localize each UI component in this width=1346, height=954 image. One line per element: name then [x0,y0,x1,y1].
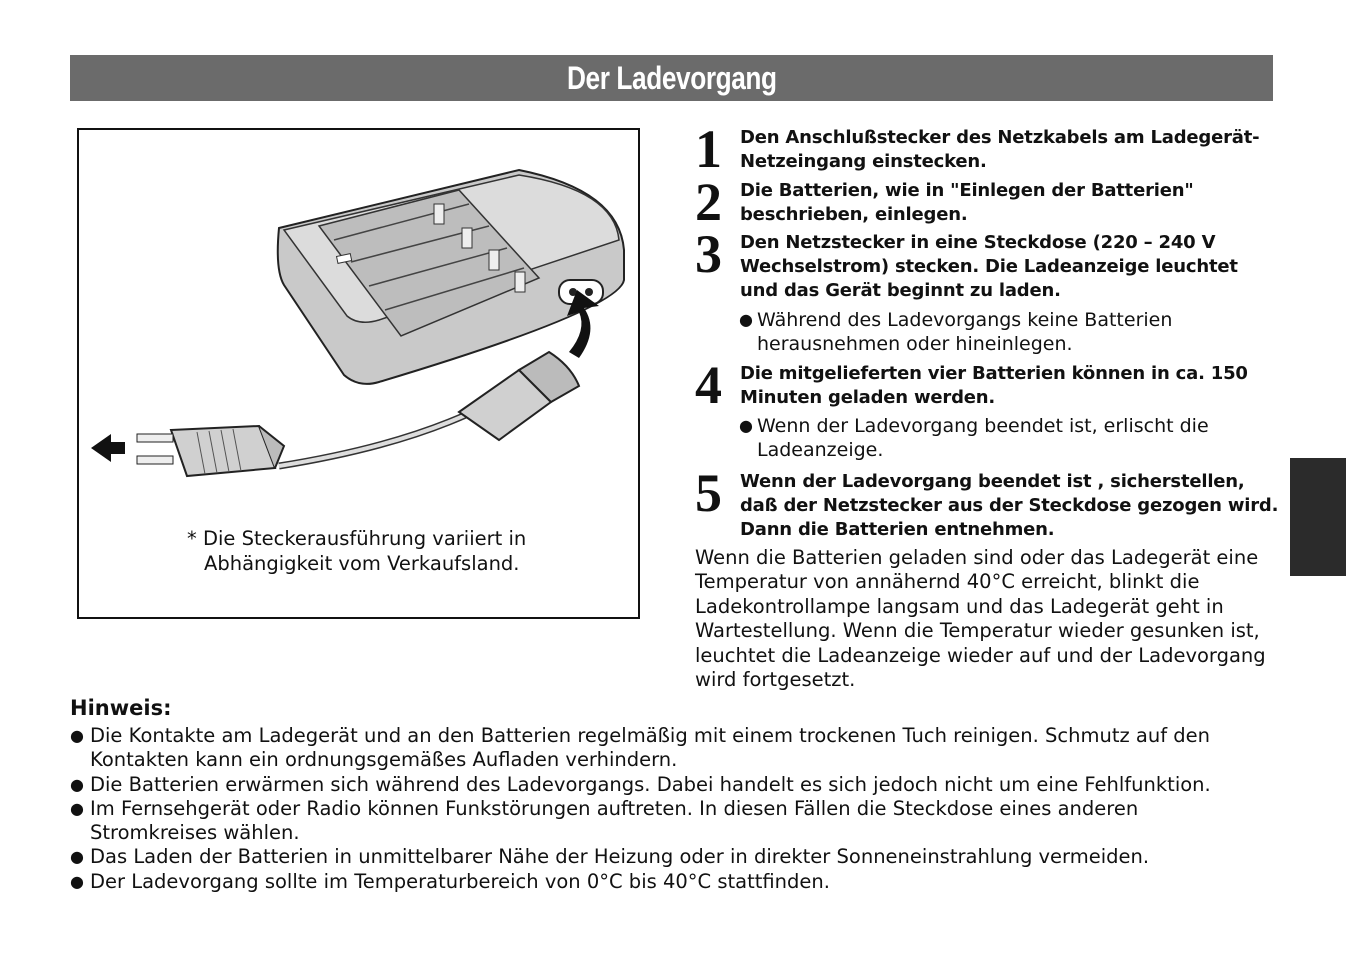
bullet-icon: ● [70,847,84,867]
page-title-text: Der Ladevorgang [566,60,777,96]
step-1 [695,119,1285,179]
step-text: Die mitgelieferten vier Batterien können in ca. 150 Minuten geladen werden. [740,363,1248,408]
section-tab [1290,458,1346,576]
step-number: 1 [695,119,722,179]
bullet-icon: ● [739,310,753,329]
page-title [70,55,1273,101]
step-number: 4 [695,355,722,415]
step-4-bullet [695,414,1227,470]
charger-figure [77,128,640,619]
note-text: Im Fernsehgerät oder Radio können Funkstörungen auftreten. In diesen Fällen die Steckdose eines anderen Stromkreises wählen. [90,796,1139,845]
step-text: Den Anschlußstecker des Netzkabels am Ladegerät-Netzeingang einstecken. [740,127,1260,172]
note-item [70,724,1270,773]
info-paragraph: Wenn die Batterien geladen sind oder das Ladegerät eine Temperatur von annähernd 40°C erreicht, blinkt die Ladekontrollampe langsam und das Ladegerät geht in Wartestellung. Wenn die Temperatur wieder gesunken ist, leuchtet die Ladeanzeige wieder auf und der Ladevorgang wird fortgesetzt. [695,546,1266,692]
note-item [70,773,1270,797]
step-number: 5 [695,463,722,523]
step-2 [695,172,1285,232]
note-text: Die Kontakte am Ladegerät und an den Batterien regelmäßig mit einem trockenen Tuch reinigen. Schmutz auf den Kontakten kann ein ordnungsgemäßes Aufladen verhindern. [90,724,1211,772]
figure-caption-line2: Abhängigkeit vom Verkaufsland. [204,552,520,575]
step-number: 3 [695,224,722,284]
note-item [70,845,1270,869]
note-text: Das Laden der Batterien in unmittelbarer Nähe der Heizung oder in direkter Sonneneinstrahlung vermeiden. [90,845,1150,869]
notes-list [70,724,1270,894]
bullet-text: Während des Ladevorgangs keine Batterien herausnehmen oder hineinlegen. [757,309,1173,355]
step-text: Den Netzstecker in eine Steckdose (220 – 240 V Wechselstrom) stecken. Die Ladeanzeige leuchtet und das Gerät beginnt zu laden. [740,232,1238,301]
steps-list [695,119,1285,542]
figure-caption-line1: * Die Steckerausführung variiert in [187,527,527,550]
bullet-icon: ● [739,416,753,435]
step-4 [695,355,1285,415]
step-number: 2 [695,172,722,232]
note-text: Die Batterien erwärmen sich während des Ladevorgangs. Dabei handelt es sich jedoch nicht um eine Fehlfunktion. [90,772,1211,796]
step-5 [695,463,1285,542]
step-3 [695,224,1285,303]
note-text: Der Ladevorgang sollte im Temperaturbereich von 0°C bis 40°C stattfinden. [90,869,830,893]
bullet-icon: ● [70,798,84,818]
note-item [70,797,1270,846]
bullet-icon: ● [70,726,84,745]
bullet-text: Wenn der Ladevorgang beendet ist, erlischt die Ladeanzeige. [757,415,1209,461]
step-text: Wenn der Ladevorgang beendet ist , sicherstellen, daß der Netzstecker aus der Steckdose gezogen wird. Dann die Batterien entnehmen. [740,471,1279,540]
figure-caption [187,526,627,576]
notes-title: Hinweis: [70,696,172,720]
bullet-icon: ● [70,774,84,794]
step-3-bullet [695,308,1227,362]
bullet-icon: ● [70,871,84,891]
note-item [70,870,1270,894]
step-text: Die Batterien, wie in "Einlegen der Batterien" beschrieben, einlegen. [740,180,1194,225]
